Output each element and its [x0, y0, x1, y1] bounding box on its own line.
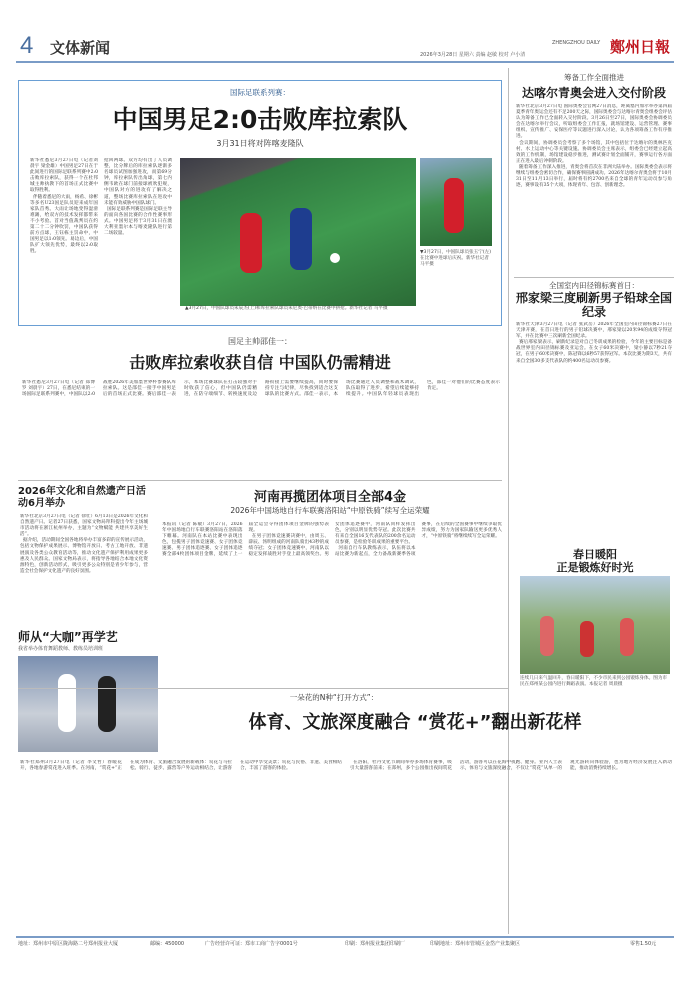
footer-price: 零售1.50元: [630, 941, 657, 947]
right-divider: [514, 277, 674, 278]
second-kicker: 国足主帅邵佳一：: [228, 337, 292, 346]
culture-body: 新华社北京3月27日电（记者 徐壮）6月13日是2026年文化和自然遗产日。记者27日获悉，国家文物局拜科提出今年主场城市活动将在浙江杭州举办，主题为“文物赋能 共建共享美好生活”。 据介绍，活动期间全国各地将举办丰富多彩的宣传展示活动，包括文物保护成果展示、博物馆开放日、考古工地开放、非遗展演及各类公众教育活动等，推动文化遗产保护利用成果更多惠及人民群众。国家文物局表示，将指导各地结合本地文化资源特色，创新活动形式，吸引更多公众特别是青少年参与，营造全社会保护文化遗产的良好氛围。: [20, 514, 148, 574]
soccer-ball: [330, 253, 340, 263]
lead-subhead: 3月31日将对阵喀麦隆队: [216, 139, 304, 148]
right-kicker-2: 全国室内田径锦标赛首日：: [549, 281, 639, 290]
lead-photo: [180, 158, 416, 306]
newspaper-logo: 鄭州日報: [610, 38, 671, 56]
section-title: 文体新闻: [50, 39, 111, 57]
teacher-subhead: 我省举办体育舞蹈教师、教练员培训班: [18, 646, 104, 652]
dance-photo: [18, 656, 158, 752]
lead-side-photo: [420, 158, 492, 246]
right-headline: 达喀尔青奥会进入交付阶段: [521, 86, 666, 100]
culture-headline: 2026年文化和自然遗产日活动6月举办: [18, 486, 146, 509]
dancer-figure: [540, 616, 554, 656]
lead-kicker: 国际足联系列赛：: [230, 88, 290, 97]
header-rule: [16, 61, 674, 63]
spring-photo: [520, 576, 670, 674]
lead-photo-caption: ▲3月27日，中国队球员朱辰杰(上)和库拉索队球员朱尼奥·巴蒂纳在比赛中拼抢。新华社记者 马平摄: [185, 306, 388, 311]
spring-photo-caption: 连续几日来气温回升，春日暖阳下，不少市民来到公园锻炼身体。图为市民在郑州某公园内进行舞蹈表演。本报记者 周晨摄: [520, 676, 668, 687]
celebrating-player: [444, 178, 464, 233]
logo-english: ZHENGZHOU DAILY: [552, 40, 601, 46]
dancer-figure: [58, 674, 76, 732]
dancer-figure: [620, 618, 634, 656]
player-red-figure: [240, 213, 262, 273]
right-body-2: 新华社天津3月27日电（记者 张武岳）2026年全国室内田径锦标赛27日在天津开赛，在首日进行的男子铅球决赛中，邢家梁以20米94的成绩夺得冠军，并在比赛中三次刷新全国纪录。 赛后邢家梁表示，刷新纪录是对自己冬训成果的检验，今年的主要目标是备战世界室内田径锦标赛及亚运会。在女子60米决赛中，梁小静以7秒21夺冠，在男子60米决赛中，陈冠锋以6秒57获得冠军。本次比赛为期3天，共有来自全国30多支代表队的约400名运动员参赛。: [516, 322, 672, 364]
page-number: 4: [20, 32, 34, 59]
spring-photo-title: 春日暖阳 正是锻炼好时光: [556, 548, 634, 574]
right-kicker: 筹备工作全面推进: [564, 73, 624, 82]
row-divider: [18, 480, 502, 481]
henan-body: 本报讯（记者 陈敏）3月27日，2026年中国场地自行车联赛洛阳站在洛阳落下帷幕。河南队在本站比赛中表现出色，包揽男子团体竞速赛、女子团体竞速赛、男子团体追逐赛、女子团体追逐赛全部4枚团体项目金牌，延续了上一届全运会夺得团体项目金牌的强势表现。 在男子团体竞速赛决赛中，由周玉、薛辰、汤明组成的河南队骑出43秒的成绩夺冠；女子团体竞速赛中，河南队以稳定发挥战胜对手登上最高领奖台。男女团体追逐赛中，河南队同样发挥出色，分别以明显优势夺冠。此次比赛共有来自全国16支代表队的200余名运动员参赛，是检验冬训成果的重要平台。 河南自行车队教练表示，队伍将以本站比赛为新起点，全力备战新赛季各项赛事，在后续的全国赛事中继续争取优异成绩，努力为国家队输送更多优秀人才，“中原铁骑”将继续续写全运荣耀。: [162, 522, 502, 558]
footer-postcode: 邮编：450000: [150, 941, 185, 947]
henan-headline: 河南再揽团体项目全部4金: [253, 490, 407, 505]
footer-rule: [16, 936, 674, 938]
flower-kicker: 一朵花的N种“打开方式”：: [289, 693, 379, 702]
dancer-figure: [98, 676, 116, 732]
footer-ad: 广告经营许可证：郑市工商广告字0001号: [205, 941, 298, 947]
flower-body: 新华社郑州3月27日电（记者 李文哲）春暖花开，各地春游赏花进入旺季。在河南，“赏花+”正在成为体育、文旅融合发展的新载体：赏花与马拉松、骑行、徒步、露营等户外运动相结合，让游客在运动中享受美景；赏花与民俗、非遗、美食相结合，丰富了游客的体验。 在洛阳，牡丹文化节期间举办多场体育赛事，吸引大量游客前来；在郑州，多个公园推出夜间赏花活动，游客可以在花海中夜跑、健身。业内人士表示，体育与文旅深度融合，不仅让“赏花”从单一的观光游转向体验游，也为地方经济发展注入新动能，推动消费持续增长。: [20, 760, 672, 772]
flower-headline: 体育、文旅深度融合 “赏花+”翻出新花样: [248, 712, 582, 733]
footer-address: 地址：郑州市中原区陇海路二号郑州报业大厦: [18, 941, 119, 947]
second-headline: 击败库拉索收获自信 中国队仍需精进: [129, 353, 391, 372]
date-line: 2026年3月28日 星期六 责编 赵敏 校对 卢小清: [420, 52, 526, 58]
lead-column-1: 新华社悉尼3月27日电（记者刘晨宇 梁金雄）中国男足27日在于此间进行的国际足联系列赛中2:0击败库拉索队，获得一个在杜邦城主帅执教下的首场正式比赛中取得胜利。 伴随着悉尼的大雨，杨希、徐彬等多名U23国足队员迎来成年国家队首秀。大雨让场地变得湿滑难踢，给双方的技术发挥都带来不小考验。首对当值裁判员在约第二十二分钟吹罚，中国队获得前方点球，王钰栋主罚命中，中国男足以1:0领先。易边后，中国队扩大领先优势，最终以2:0取胜。: [30, 158, 98, 255]
right-body: 新华社北京3月27日电 国际奥委会官网27日消息，距离塞内加尔举办第四届夏季青年奥运会还有不足200天之际，国际奥委会与达喀尔青奥会组委会评估认为筹备工作已全面转入交付阶段。3月26日至27日，国际奥委会协调委员会在达喀尔举行会议，听取组委会工作汇报，就场馆建设、运营管理、赛事组织、宣传推广、安保医疗等议题进行深入讨论，认为各项筹备工作有序推进。 会议期间，协调委员会考察了多个场馆，其中包括位于达喀尔的奥林匹克村、水上运动中心等关键设施。协调委员会主席表示，组委会已经建立起高效的工作机制，场馆建设稳步推进，测试赛计划全面铺开，赛事运行各方面正在进入最后冲刺阶段。 随着筹备工作深入推进，青奥会将首次在非洲大陆举办。国际奥委会表示将继续与组委会密切合作，确保赛事圆满成功。2026年达喀尔青奥会将于10月31日至11月13日举行，届时将有约2700名来自全球的青年运动员参与角逐，赛事设有35个大项，体现青年、包容、创新理念。: [516, 104, 672, 189]
lead-headline: 中国男足2:0击败库拉索队: [112, 105, 408, 134]
teacher-headline: 师从“大咖”再学艺: [18, 630, 118, 644]
footer-print-address: 印刷地址：郑州市管城区金岱产业集聚区: [430, 941, 521, 947]
right-headline-2: 邢家梁三度刷新男子铅球全国纪录: [515, 291, 672, 319]
lead-side-caption: ▼3月27日，中国队球员张玉宁(左)在比赛中进球后庆祝。新华社记者 马平摄: [420, 250, 492, 267]
player-blue-figure: [290, 208, 312, 270]
dancer-figure: [580, 621, 594, 657]
row-divider: [18, 688, 508, 689]
second-body: 新华社悉尼3月27日电（记者 郑博 罗 刘晨宇）27日，在悉尼结束的一场国际足联系列赛中，中国队以2:0战胜2026年美加墨世界杯参赛队库拉索队。这是邵佳一接手中国男足后的首场正式比赛。赛后邵佳一表示，本场比赛球队在打击较强对手时收获了信心，但中国队仍需精进，在防守端细节、转换速度及边路衔接上需要继续提高，同时要保持专注与纪律，尽快找到适合这支球队的比赛方式。邵佳一表示，本场比赛通过人员调整和战术调试，队伍取得了进步，希望后续能够持续提升。中国队年轻球员表现出色，邵佳一对他们的比赛态度表示肯定。: [22, 380, 500, 398]
footer-printer: 印刷：郑州报业集团印刷厂: [345, 941, 406, 947]
henan-subhead: 2026年中国场地自行车联赛洛阳站“中原铁骑”续写全运荣耀: [230, 506, 430, 515]
lead-column-2: 抢回两球。双方均有出了人员调整，比分牌后的库拉索队逐渐多名球员试图加强进攻，而第69分钟，库拉索队传出角球，第七内侧韦欧在球门前接球被吹犯规，中国队对方的进攻有了解决之道，整场比赛库拉索队在进攻中未能有效威胁中国队球门。 国际足联系列赛是国际足联主导的面向各国比赛的合作性赛事形式。中国男足将于3月31日在澳大利亚墨尔本与喀麦隆队进行第二场较量。: [104, 158, 172, 237]
